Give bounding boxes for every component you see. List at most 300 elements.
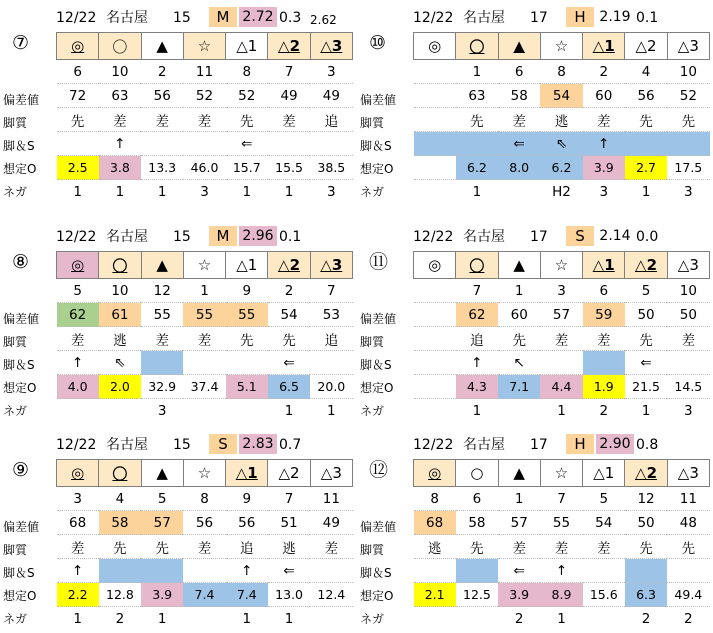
odds-cell: 8.0 (498, 156, 540, 180)
runner-count: 17 (530, 229, 548, 245)
leg-speed-cell: ⇐ (498, 559, 540, 583)
row-label: 脚＆S (360, 358, 392, 372)
mark-cell: ▲ (141, 33, 183, 60)
row-label: 脚＆S (3, 139, 35, 153)
horse-number-cell: 8 (200, 490, 209, 507)
odds-cell: 2.2 (57, 583, 99, 607)
race-number: ⑧ (12, 251, 30, 273)
leg-speed-row (414, 132, 710, 156)
spread-value: 0.8 (636, 437, 659, 453)
race-header (56, 225, 356, 249)
negative-row (414, 180, 710, 204)
running-style-cell: 差 (183, 327, 225, 351)
leg-speed-cell (310, 351, 352, 375)
odds-cell: 3.8 (99, 156, 141, 180)
race-venue: 名古屋 (463, 10, 505, 26)
row-label: 偏差値 (360, 312, 397, 326)
race-header (413, 6, 713, 30)
horse-number-cell: 9 (242, 490, 252, 507)
deviation-cell: 68 (57, 511, 99, 535)
running-style-cell (414, 327, 456, 351)
mark-cell: ◎ (57, 460, 99, 487)
row-label: 脚質 (3, 335, 28, 349)
prediction-grid (56, 251, 353, 422)
running-style-cell: 先 (625, 327, 667, 351)
prediction-grid (413, 32, 710, 203)
odds-cell: 13.0 (268, 583, 310, 607)
negative-row (57, 180, 353, 204)
horse-number-row (414, 60, 710, 84)
horse-number-cell: 7 (327, 282, 336, 299)
mark-cell: 〇 (99, 460, 141, 487)
negative-row (57, 399, 353, 423)
odds-cell: 12.8 (99, 583, 141, 607)
leg-speed-row (57, 351, 353, 375)
horse-number-cell: 1 (514, 282, 524, 299)
leg-speed-cell: ⇖ (540, 132, 582, 156)
row-label: 脚質 (3, 543, 28, 557)
leg-speed-cell (583, 559, 625, 583)
row-label: 想定O (3, 381, 37, 395)
negative-cell: 3 (667, 180, 709, 204)
mark-cell: ◎ (414, 33, 456, 60)
race-venue: 名古屋 (463, 229, 505, 245)
running-style-cell: 先 (57, 108, 99, 132)
mark-cell: ☆ (183, 460, 225, 487)
running-style-cell: 差 (540, 535, 582, 559)
mark-cell: ▲ (498, 460, 540, 487)
deviation-cell: 50 (625, 511, 667, 535)
mark-cell: △1 (583, 460, 625, 487)
running-style-row (57, 108, 353, 132)
mark-cell: ◎ (414, 252, 456, 279)
odds-cell: 6.5 (268, 375, 310, 399)
running-style-cell: 逃 (540, 108, 582, 132)
runner-count: 17 (530, 10, 548, 26)
odds-cell: 3.9 (141, 583, 183, 607)
odds-cell: 15.5 (268, 156, 310, 180)
extra-value: 2.62 (310, 13, 337, 27)
mark-cell: △3 (310, 33, 352, 60)
running-style-row (414, 108, 710, 132)
deviation-cell: 63 (99, 84, 141, 108)
mark-cell: △2 (268, 33, 310, 60)
race-number: ⑪ (369, 251, 389, 273)
horse-number-cell: 7 (284, 63, 294, 80)
mark-cell: ◎ (57, 252, 99, 279)
leg-speed-cell (625, 559, 667, 583)
mark-cell: ◎ (57, 33, 99, 60)
deviation-row (414, 511, 710, 535)
negative-cell: 2 (667, 607, 709, 631)
deviation-cell: 56 (141, 84, 183, 108)
negative-cell: 1 (310, 399, 352, 423)
deviation-cell: 48 (667, 511, 709, 535)
negative-cell: 1 (540, 399, 582, 423)
running-style-cell: 差 (583, 108, 625, 132)
row-label: 脚質 (3, 116, 28, 130)
odds-cell: 14.5 (667, 375, 709, 399)
odds-row (414, 156, 710, 180)
deviation-cell: 55 (141, 303, 183, 327)
negative-cell: 1 (540, 607, 582, 631)
mark-cell: 〇 (99, 33, 141, 60)
race-number: ⑦ (12, 32, 30, 54)
horse-number-cell: 7 (557, 490, 566, 507)
deviation-cell: 56 (183, 511, 225, 535)
running-style-cell: 差 (141, 108, 183, 132)
leg-speed-cell (414, 559, 456, 583)
odds-cell: 2.5 (57, 156, 99, 180)
horse-number-cell: 2 (284, 282, 294, 299)
horse-number-row (57, 487, 353, 511)
negative-cell (414, 607, 456, 631)
row-label: 偏差値 (360, 520, 397, 534)
leg-speed-cell (310, 559, 352, 583)
running-style-cell: 先 (667, 535, 709, 559)
deviation-cell: 63 (456, 84, 498, 108)
spread-value: 0.7 (279, 437, 302, 453)
horse-number-cell: 5 (599, 490, 609, 507)
negative-cell: 1 (268, 607, 310, 631)
running-style-row (414, 327, 710, 351)
race-header (413, 225, 713, 249)
negative-cell (498, 399, 540, 423)
leg-speed-row (414, 351, 710, 375)
row-label: 偏差値 (360, 93, 397, 107)
runner-count: 15 (173, 10, 191, 26)
deviation-cell: 58 (456, 511, 498, 535)
spread-value: 0.0 (636, 229, 659, 245)
mark-cell: △2 (268, 460, 310, 487)
running-style-cell: 差 (583, 535, 625, 559)
index-value: 2.19 (599, 9, 631, 25)
running-style-cell: 先 (625, 108, 667, 132)
race-date: 12/22 (56, 229, 97, 245)
running-style-cell: 先 (99, 535, 141, 559)
deviation-cell: 55 (183, 303, 225, 327)
negative-cell: 1 (57, 180, 99, 204)
running-style-cell: 差 (57, 327, 99, 351)
negative-cell: 3 (310, 180, 352, 204)
leg-speed-cell (414, 351, 456, 375)
leg-speed-cell (625, 132, 667, 156)
negative-cell: 1 (625, 180, 667, 204)
running-style-cell: 差 (583, 327, 625, 351)
race-number: ⑩ (369, 32, 387, 54)
index-value: 2.14 (599, 228, 631, 244)
row-label: 偏差値 (3, 520, 40, 534)
odds-cell: 1.9 (583, 375, 625, 399)
running-style-cell: 先 (498, 327, 540, 351)
deviation-cell: 50 (667, 303, 709, 327)
odds-cell: 4.0 (57, 375, 99, 399)
odds-cell: 2.0 (99, 375, 141, 399)
deviation-cell: 55 (226, 303, 268, 327)
deviation-cell: 56 (625, 84, 667, 108)
deviation-cell: 49 (268, 84, 310, 108)
race-date: 12/22 (56, 10, 97, 26)
running-style-row (414, 535, 710, 559)
spread-value: 0.3 (279, 10, 302, 26)
leg-speed-row (57, 132, 353, 156)
deviation-cell: 60 (498, 303, 540, 327)
odds-row (414, 375, 710, 399)
horse-number-cell: 11 (322, 490, 340, 507)
leg-speed-cell: ↑ (456, 351, 498, 375)
odds-cell: 17.5 (667, 156, 709, 180)
mark-cell: △3 (667, 460, 709, 487)
deviation-cell: 59 (583, 303, 625, 327)
leg-speed-cell (226, 351, 268, 375)
deviation-cell: 49 (310, 84, 352, 108)
row-label: 偏差値 (3, 93, 40, 107)
negative-cell: 1 (625, 399, 667, 423)
negative-cell (183, 399, 225, 423)
deviation-cell: 56 (226, 511, 268, 535)
row-label: 脚＆S (3, 566, 35, 580)
negative-cell: 1 (141, 180, 183, 204)
mark-cell: ▲ (498, 33, 540, 60)
race-header (56, 433, 356, 457)
odds-cell: 12.4 (310, 583, 352, 607)
leg-speed-cell (456, 559, 498, 583)
mark-cell: ☆ (540, 252, 582, 279)
horse-number-cell: 2 (157, 63, 167, 80)
odds-cell: 21.5 (625, 375, 667, 399)
negative-cell: 3 (583, 180, 625, 204)
running-style-cell: 逃 (268, 535, 310, 559)
negative-cell (498, 180, 540, 204)
mark-cell: ☆ (540, 33, 582, 60)
row-label: ネガ (3, 612, 28, 626)
odds-cell: 5.1 (226, 375, 268, 399)
deviation-cell: 55 (540, 511, 582, 535)
mark-cell: △2 (625, 252, 667, 279)
row-label: 想定O (360, 589, 394, 603)
row-label: 想定O (360, 162, 394, 176)
row-label: ネガ (360, 404, 385, 418)
running-style-cell: 逃 (99, 327, 141, 351)
running-style-cell: 逃 (414, 535, 456, 559)
negative-cell: 1 (141, 607, 183, 631)
leg-speed-cell: ⇐ (625, 351, 667, 375)
running-style-cell: 差 (498, 535, 540, 559)
deviation-cell: 51 (268, 511, 310, 535)
deviation-cell: 52 (183, 84, 225, 108)
leg-speed-cell (141, 351, 183, 375)
negative-cell (99, 399, 141, 423)
deviation-cell: 53 (310, 303, 352, 327)
running-style-cell: 先 (667, 108, 709, 132)
leg-speed-cell (141, 132, 183, 156)
negative-cell (456, 607, 498, 631)
negative-row (57, 607, 353, 631)
row-label: 脚質 (360, 335, 385, 349)
negative-cell: H2 (540, 180, 582, 204)
horse-number-cell (414, 60, 456, 84)
negative-cell: 1 (456, 180, 498, 204)
negative-cell (414, 180, 456, 204)
odds-cell: 38.5 (310, 156, 352, 180)
deviation-cell: 54 (540, 84, 582, 108)
odds-cell: 3.9 (583, 156, 625, 180)
odds-row (57, 156, 353, 180)
odds-cell (414, 156, 456, 180)
running-style-cell: 先 (268, 327, 310, 351)
negative-row (414, 399, 710, 423)
odds-cell: 8.9 (540, 583, 582, 607)
race-header (413, 433, 713, 457)
mark-cell: △1 (226, 252, 268, 279)
race-venue: 名古屋 (463, 437, 505, 453)
negative-cell (183, 607, 225, 631)
running-style-cell: 先 (456, 535, 498, 559)
leg-speed-cell (141, 559, 183, 583)
running-style-cell: 先 (226, 108, 268, 132)
mark-cell: 〇 (456, 33, 498, 60)
mark-cell: ○ (456, 460, 498, 487)
leg-speed-cell (183, 351, 225, 375)
deviation-cell: 68 (414, 511, 456, 535)
negative-cell: 1 (226, 180, 268, 204)
row-label: ネガ (3, 185, 28, 199)
leg-speed-row (414, 559, 710, 583)
prediction-grid (413, 251, 710, 422)
horse-number-row (57, 279, 353, 303)
mark-cell: 〇 (456, 252, 498, 279)
horse-number-cell: 6 (514, 63, 524, 80)
leg-speed-cell (540, 351, 582, 375)
negative-cell: 3 (183, 180, 225, 204)
deviation-cell: 50 (625, 303, 667, 327)
running-style-cell: 差 (57, 535, 99, 559)
leg-speed-cell: ⇐ (226, 132, 268, 156)
negative-cell: 1 (226, 607, 268, 631)
running-style-row (57, 535, 353, 559)
race-grade: M (209, 7, 237, 27)
deviation-cell: 58 (99, 511, 141, 535)
row-label: 脚＆S (3, 358, 35, 372)
race-grade: S (209, 434, 237, 454)
prediction-grid (413, 459, 710, 630)
row-label: 脚質 (360, 116, 385, 130)
horse-number-cell: 5 (157, 490, 167, 507)
deviation-row (414, 84, 710, 108)
odds-cell: 7.1 (498, 375, 540, 399)
index-value: 2.96 (239, 226, 277, 246)
horse-number-cell: 8 (430, 490, 439, 507)
odds-cell: 32.9 (141, 375, 183, 399)
negative-cell: 1 (99, 180, 141, 204)
row-label: ネガ (360, 612, 385, 626)
deviation-cell: 72 (57, 84, 99, 108)
prediction-grid (56, 32, 353, 203)
running-style-cell: 差 (310, 535, 352, 559)
mark-cell: △1 (583, 33, 625, 60)
deviation-cell (414, 303, 456, 327)
deviation-cell: 62 (57, 303, 99, 327)
race-date: 12/22 (413, 229, 454, 245)
leg-speed-cell (667, 351, 709, 375)
race-date: 12/22 (413, 10, 454, 26)
mark-cell: △3 (667, 33, 709, 60)
index-value: 2.83 (239, 434, 277, 454)
running-style-cell: 先 (226, 327, 268, 351)
deviation-cell: 54 (583, 511, 625, 535)
negative-cell (310, 607, 352, 631)
deviation-cell: 49 (310, 511, 352, 535)
horse-number-cell: 10 (679, 282, 697, 299)
row-label: 想定O (360, 381, 394, 395)
leg-speed-cell (99, 559, 141, 583)
race-venue: 名古屋 (106, 229, 148, 245)
mark-row (414, 252, 710, 279)
mark-row (414, 33, 710, 60)
odds-cell: 7.4 (226, 583, 268, 607)
mark-cell: ▲ (141, 460, 183, 487)
mark-cell: ☆ (540, 460, 582, 487)
running-style-cell: 差 (141, 327, 183, 351)
leg-speed-cell (183, 132, 225, 156)
deviation-cell: 62 (456, 303, 498, 327)
leg-speed-cell (414, 132, 456, 156)
leg-speed-cell: ↖ (498, 351, 540, 375)
odds-cell: 4.4 (540, 375, 582, 399)
leg-speed-cell: ⇖ (99, 351, 141, 375)
deviation-cell: 52 (226, 84, 268, 108)
odds-cell: 7.4 (183, 583, 225, 607)
running-style-cell: 先 (141, 535, 183, 559)
horse-number-cell: 3 (557, 282, 566, 299)
negative-cell: 1 (57, 607, 99, 631)
mark-cell: △1 (226, 33, 268, 60)
index-value: 2.72 (239, 7, 277, 27)
race-number: ⑫ (369, 459, 389, 481)
leg-speed-cell: ↑ (583, 132, 625, 156)
row-label: ネガ (3, 404, 28, 418)
negative-cell: 2 (99, 607, 141, 631)
horse-number-cell: 5 (641, 282, 651, 299)
odds-row (57, 583, 353, 607)
deviation-cell: 60 (583, 84, 625, 108)
mark-row (414, 460, 710, 487)
leg-speed-cell (667, 132, 709, 156)
negative-cell: 1 (268, 399, 310, 423)
runner-count: 17 (530, 437, 548, 453)
spread-value: 0.1 (279, 229, 302, 245)
horse-number-cell: 10 (111, 63, 129, 80)
leg-speed-cell: ↑ (57, 351, 99, 375)
mark-cell: △2 (625, 460, 667, 487)
race-venue: 名古屋 (106, 10, 148, 26)
running-style-cell: 追 (456, 327, 498, 351)
race-number: ⑨ (12, 459, 30, 481)
horse-number-cell: 9 (242, 282, 252, 299)
horse-number-cell: 1 (514, 490, 524, 507)
horse-number-cell (414, 279, 456, 303)
horse-number-cell: 2 (599, 63, 609, 80)
deviation-row (57, 84, 353, 108)
leg-speed-cell: ↑ (57, 559, 99, 583)
mark-cell: △3 (310, 460, 352, 487)
odds-cell: 3.9 (498, 583, 540, 607)
odds-row (414, 583, 710, 607)
race-grade: H (566, 7, 594, 27)
horse-number-row (414, 487, 710, 511)
running-style-cell: 追 (310, 327, 352, 351)
running-style-cell (414, 108, 456, 132)
